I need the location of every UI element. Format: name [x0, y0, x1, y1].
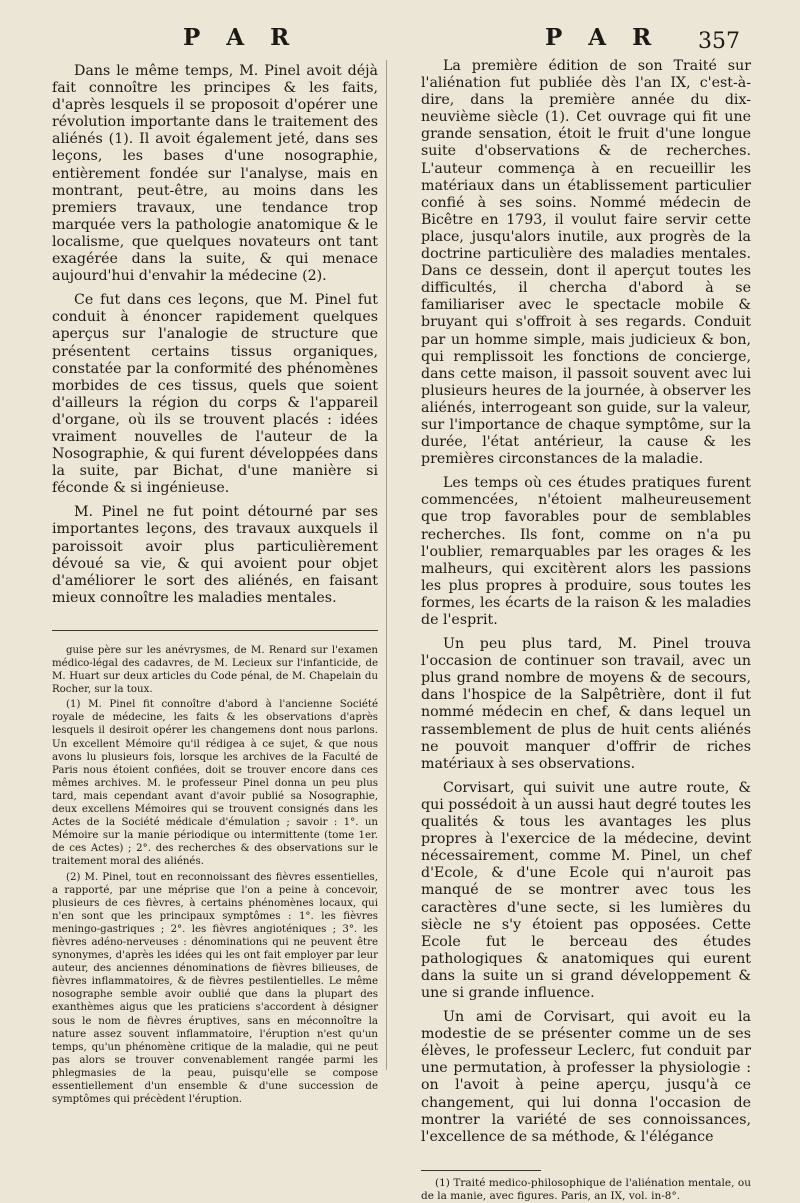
left-paragraph-2: Ce fut dans ces leçons, que M. Pinel fut conduit à énoncer rapidement quelques aperçus sur l'analogie de structure que présentent certains tissus organiques, constatée par la conformité des phénomènes morbides de ces tissus, quels que soient d'ailleurs la région du corps & l'appareil d'organe, où ils se trouvent placés : idées vraiment nouvelles de l'auteur de la Nosographie, & qui furent développées dans la suite, par Bichat, d'une manière si féconde & si ingénieuse.: [52, 292, 378, 497]
right-footnote-block: [421, 1170, 751, 1203]
right-paragraph-5: Un ami de Corvisart, qui avoit eu la modestie de se présenter comme un de ses élèves, le professeur Leclerc, fut conduit par une permutation, à professer la physiologie : on l'avoit à peine aperçu, jusqu'à ce changement, qui lui donna l'occasion de montrer la variété de ses connoissances, l'excellence de sa méthode, & l'élégance: [421, 1009, 751, 1145]
right-paragraph-1: La première édition de son Traité sur l'aliénation fut publiée dès l'an IX, c'est-à-dire, dans la première année du dix-neuvième siècle (1). Cet ouvrage qui fit une grande sensation, étoit le fruit d'une longue suite d'observations & de recherches. L'auteur commença à en recueillir les matériaux dans un établissement particulier confié à ses soins. Nommé médecin de Bicêtre en 1793, il voulut faire servir cette place, jusqu'alors inutile, aux progrès de la doctrine particulière des maladies mentales. Dans ce dessein, dont il aperçut toutes les difficultés, il chercha d'abord à se familiariser avec le spectacle mobile & bruyant qui s'offroit à ses regards. Conduit par un homme simple, mais judicieux & bon, qui remplissoit les fonctions de concierge, dans cette maison, il passoit souvent avec lui plusieurs heures de la journée, à observer les aliénés, interrogeant son guide, sur la valeur, sur l'importance de chaque symptôme, sur la durée, l'état antérieur, la cause & les premières circonstances de la maladie.: [421, 58, 751, 468]
left-paragraph-1: Dans le même temps, M. Pinel avoit déjà fait connoître les principes & les faits, d'après lesquels il se proposoit d'opérer une révolution importante dans le traitement des aliénés (1). Il avoit également jeté, dans ses leçons, les bases d'une nosographie, entièrement fondée sur l'analyse, mais en montrant, peut-être, au moins dans les premiers travaux, une tendance trop marquée vers la pathologie anatomique & le localisme, que quelques novateurs ont tant exagérée dans la suite, & qui menace aujourd'hui d'envahir la médecine (2).: [52, 63, 378, 285]
right-footnote-1: (1) Traité medico-philosophique de l'aliénation mentale, ou de la manie, avec figures. Paris, an IX, vol. in-8°.: [421, 1176, 751, 1202]
page-number: 357: [698, 29, 740, 54]
left-running-head: P A R: [183, 24, 299, 51]
right-paragraph-2: Les temps où ces études pratiques furent commencées, n'étoient malheureusement que trop favorables pour de semblables recherches. Ils font, comme on n'a pu l'oublier, remarquables par les orages & les malheurs, qui excitèrent alors les passions les plus propres à produire, sous toutes les formes, les écarts de la raison & les maladies de l'esprit.: [421, 475, 751, 628]
right-running-head: P A R: [545, 24, 661, 51]
left-note-continuation: guise père sur les anévrysmes, de M. Renard sur l'examen médico-légal des cadavres, de M. Lecieux sur l'infanticide, de M. Huart sur deux articles du Code pénal, de M. Chapelain du Rocher, sur la toux.: [52, 644, 378, 696]
column-divider: [386, 60, 387, 1070]
footnote-separator: [52, 630, 378, 631]
left-column: [52, 63, 378, 1106]
left-footnote-2: (2) M. Pinel, tout en reconnoissant des fièvres essentielles, a rapporté, par une méprise que l'on a peine à concevoir, plusieurs de ces fièvres, à certains phénomènes locaux, qui n'en sont que les principaux symptômes : 1°. les fièvres meningo-gastriques ; 2°. les fièvres angioténiques ; 3°. les fièvres adéno-nerveuses : dénominations qui ne peuvent être synonymes, d'après les idées qui les ont fait employer par leur auteur, des anciennes dénominations de fièvres bilieuses, de fièvres inflammatoires, & de fièvres pestilentielles. Le même nosographe semble avoir oublié que dans la plupart des exanthèmes aigus que les praticiens s'accordent à désigner sous le nom de fièvres éruptives, sans en méconnoître la nature assez souvent inflammatoire, l'éruption n'est qu'un temps, qu'un phénomène critique de la maladie, qui ne peut pas alors se trouver convenablement rangée parmi les phlegmasies de la peau, puisqu'elle se compose essentiellement d'un ensemble & d'une succession de symptômes qui précèdent l'éruption.: [52, 871, 378, 1106]
right-paragraph-4: Corvisart, qui suivit une autre route, & qui possédoit à un aussi haut degré toutes les qualités & tous les avantages les plus propres à l'exercice de la médecine, devint nécessairement, comme M. Pinel, un chef d'Ecole, & d'une Ecole qui n'auroit pas manqué de se montrer avec tous les caractères d'une secte, si les lumières du siècle ne s'y étoient pas opposées. Cette Ecole fut le berceau des études pathologiques & anatomiques qui eurent dans la suite un si grand développement & une si grande influence.: [421, 779, 751, 1001]
left-paragraph-3: M. Pinel ne fut point détourné par ses importantes leçons, des travaux auxquels il paroissoit avoir plus particulièrement dévoué sa vie, & qui avoient pour objet d'améliorer le sort des aliénés, en faisant mieux connoître les maladies mentales.: [52, 504, 378, 606]
right-column: [421, 58, 751, 1203]
right-paragraph-3: Un peu plus tard, M. Pinel trouva l'occasion de continuer son travail, avec un plus grand nombre de moyens & de secours, dans l'hospice de la Salpêtrière, dont il fut nommé médecin en chef, & dans lequel un rassemblement de plus de huit cents aliénés ne pouvoit manquer d'offrir de riches matériaux à ses observations.: [421, 636, 751, 772]
left-footnote-1: (1) M. Pinel fit connoître d'abord à l'ancienne Société royale de médecine, les faits & les observations d'après lesquels il desiroit opérer les changemens dont nous parlons. Un excellent Mémoire qu'il rédigea à ce sujet, & que nous avons lu plusieurs fois, lorsque les archives de la Faculté de Paris nous étoient confiées, doit se trouver encore dans ces mêmes archives. M. le professeur Pinel donna un peu plus tard, mais cependant avant d'avoir publié sa Nosographie, deux excellens Mémoires qui se trouvent consignés dans les Actes de la Société médicale d'émulation ; savoir : 1°. un Mémoire sur la manie périodique ou intermittente (tome 1er. de ces Actes) ; 2°. des recherches & des observations sur le traitement moral des aliénés.: [52, 699, 378, 868]
right-footnote-separator: [421, 1170, 541, 1171]
